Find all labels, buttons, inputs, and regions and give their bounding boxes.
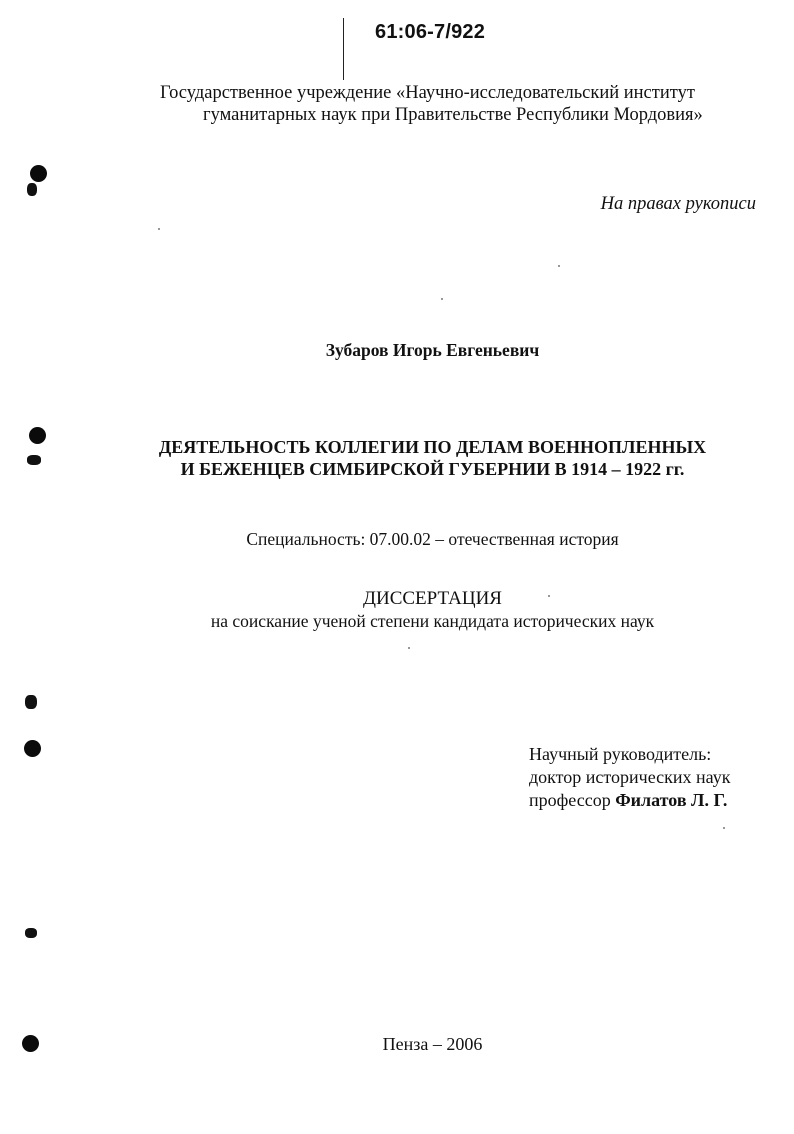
scan-vertical-line [343,18,344,80]
punch-hole [24,740,41,757]
dissertation-type: ДИССЕРТАЦИЯ [363,588,502,609]
scan-mark [27,183,37,196]
punch-hole [30,165,47,182]
archive-code: 61:06-7/922 [375,21,486,43]
institution-line-1: Государственное учреждение «Научно-исследовательский институт [160,83,695,103]
dissertation-title [0,436,794,480]
scan-speck [441,298,443,300]
title-line-1: ДЕЯТЕЛЬНОСТЬ КОЛЛЕГИИ ПО ДЕЛАМ ВОЕННОПЛЕННЫХ [158,437,707,457]
scan-speck [408,647,410,649]
supervisor-degree: доктор исторических наук [529,767,731,787]
specialty-line: Специальность: 07.00.02 – отечественная история [246,529,619,549]
supervisor-rank-name [529,789,731,812]
title-line-2: И БЕЖЕНЦЕВ СИМБИРСКОЙ ГУБЕРНИИ В 1914 – 1922 гг. [180,459,685,479]
supervisor-rank: профессор [529,790,611,810]
dissertation-purpose: на соискание ученой степени кандидата исторических наук [210,611,655,631]
scan-speck [158,228,160,230]
city-year: Пенза – 2006 [382,1034,483,1054]
scan-mark [25,928,37,938]
scan-speck [723,827,725,829]
institution-line-2: гуманитарных наук при Правительстве Республики Мордовия» [203,105,703,125]
supervisor-name: Филатов Л. Г. [615,790,728,810]
manuscript-rights-note: На правах рукописи [600,194,756,214]
supervisor-heading: Научный руководитель: [529,744,712,764]
supervisor-block [529,743,731,812]
scan-mark [25,695,37,709]
author-name: Зубаров Игорь Евгеньевич [325,340,540,360]
scan-speck [558,265,560,267]
